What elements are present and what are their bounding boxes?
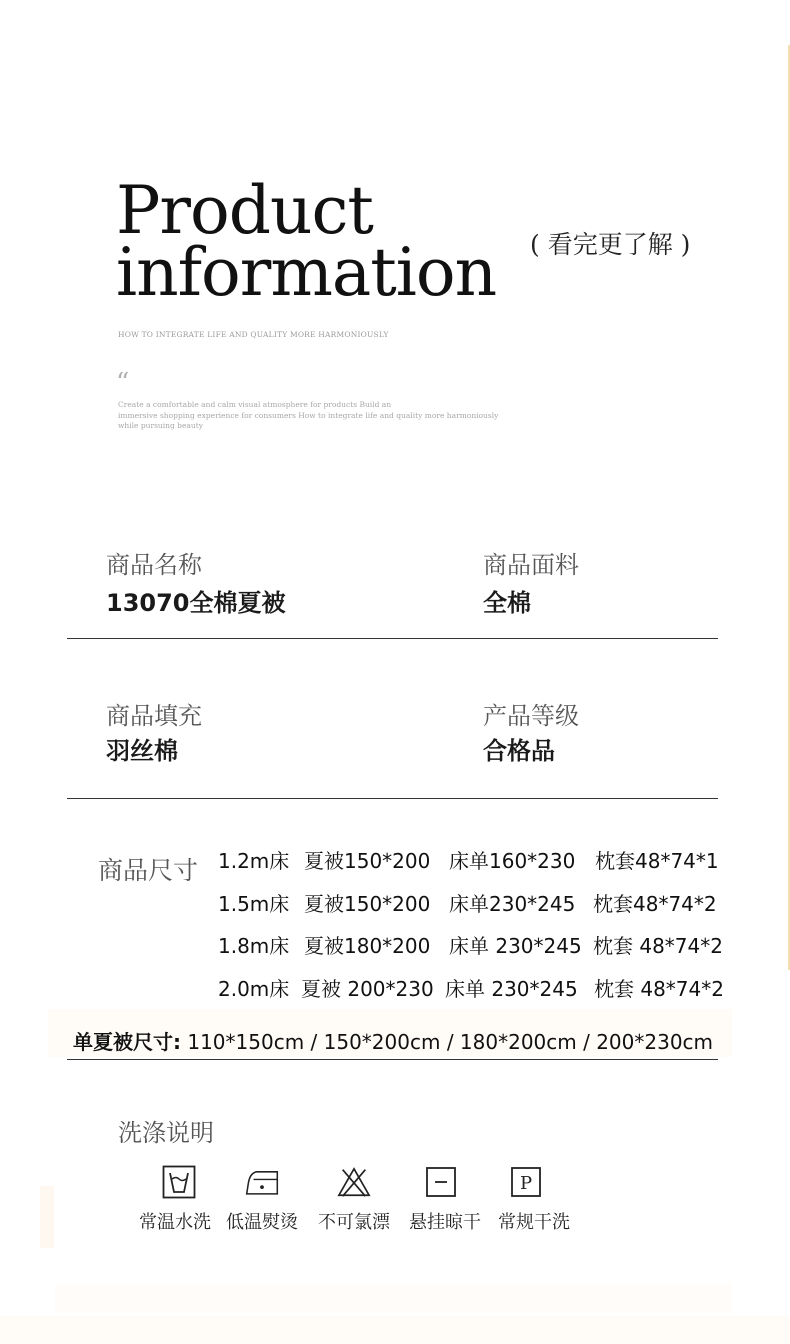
- title-line-information: information: [116, 234, 497, 311]
- product-name-value: 13070全棉夏被: [106, 589, 286, 617]
- grade-value: 合格品: [483, 737, 555, 765]
- hand-wash-tub-icon: [162, 1165, 196, 1199]
- iron-low-heat-icon: [245, 1165, 279, 1199]
- quilt-size: 夏被 200*230: [301, 977, 434, 1001]
- sheet-size: 床单 230*245: [445, 977, 578, 1001]
- wash-label: 常规干洗: [498, 1212, 570, 1233]
- bed-size: 1.8m床: [218, 934, 290, 958]
- title-line-product: Product: [116, 172, 373, 249]
- wash-label: 悬挂晾干: [409, 1212, 481, 1233]
- single-quilt-sizes: [73, 1026, 713, 1055]
- description: [118, 400, 508, 432]
- washing-title: 洗涤说明: [118, 1119, 214, 1147]
- wash-label: 低温熨烫: [226, 1212, 298, 1233]
- description-line: while pursuing beauty: [118, 421, 203, 430]
- single-size-label: 单夏被尺寸:: [73, 1030, 181, 1054]
- pillow-size: 枕套 48*74*2: [594, 977, 724, 1001]
- bed-size: 1.2m床: [218, 849, 290, 873]
- quilt-size: 夏被180*200: [304, 934, 431, 958]
- description-line: Create a comfortable and calm visual atmosphere for products Build an: [118, 400, 392, 409]
- quilt-size: 夏被150*200: [304, 892, 431, 916]
- bed-size: 2.0m床: [218, 977, 290, 1001]
- pillow-size: 枕套48*74*2: [593, 892, 717, 916]
- single-size-values: 110*150cm / 150*200cm / 180*200cm / 200*230cm: [181, 1030, 714, 1054]
- divider: [67, 798, 718, 799]
- wash-label: 常温水洗: [139, 1212, 211, 1233]
- quilt-size: 夏被150*200: [304, 849, 431, 873]
- divider: [67, 638, 718, 639]
- wash-label: 不可氯漂: [318, 1212, 390, 1233]
- divider: [67, 1059, 718, 1060]
- bed-size: 1.5m床: [218, 892, 290, 916]
- product-name-label: 商品名称: [106, 551, 202, 579]
- pillow-size: 枕套 48*74*2: [593, 934, 723, 958]
- dry-clean-p-icon: [509, 1165, 543, 1199]
- quote-mark: “: [116, 368, 130, 398]
- sheet-size: 床单 230*245: [449, 934, 582, 958]
- sheet-size: 床单230*245: [449, 892, 576, 916]
- decorative-band: [55, 1283, 732, 1313]
- size-label: 商品尺寸: [98, 856, 199, 885]
- hang-dry-icon: [424, 1165, 458, 1199]
- no-bleach-icon: [337, 1165, 371, 1199]
- grade-label: 产品等级: [483, 702, 579, 730]
- read-more-hint: ( 看完更了解 ): [530, 230, 691, 259]
- filling-label: 商品填充: [106, 702, 202, 730]
- fabric-label: 商品面料: [483, 551, 579, 579]
- svg-text:P: P: [519, 1173, 533, 1194]
- fabric-value: 全棉: [483, 589, 531, 617]
- pillow-size: 枕套48*74*1: [595, 849, 719, 873]
- page-title: [116, 172, 497, 311]
- description-line: immersive shopping experience for consumers How to integrate life and quality more harmoniously: [118, 410, 499, 420]
- footer-band: [0, 1316, 790, 1344]
- filling-value: 羽丝棉: [106, 737, 178, 765]
- sheet-size: 床单160*230: [449, 849, 576, 873]
- tagline: HOW TO INTEGRATE LIFE AND QUALITY MORE HARMONIOUSLY: [118, 330, 389, 339]
- decorative-tab: [40, 1186, 54, 1248]
